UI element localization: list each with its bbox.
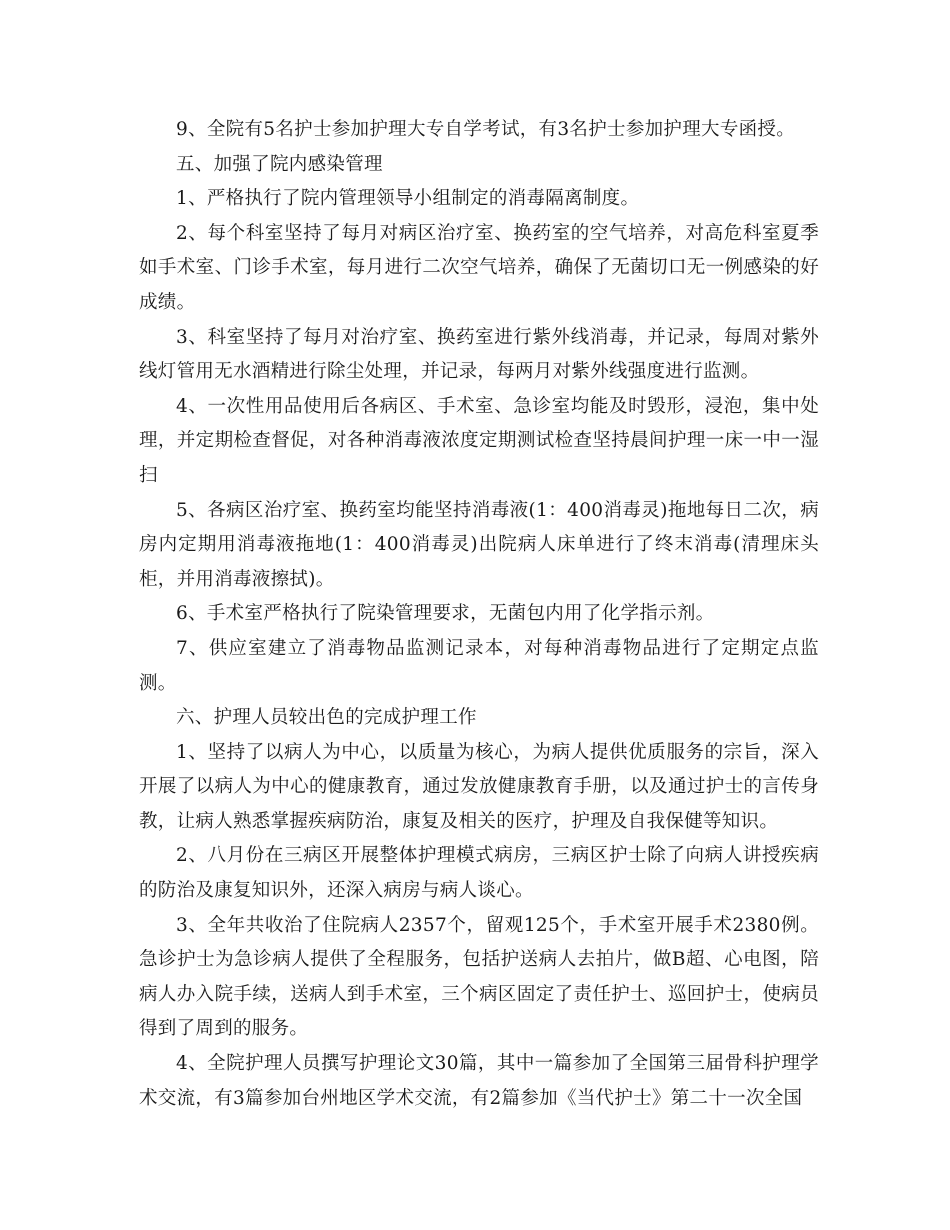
paragraph: 9、全院有5名护士参加护理大专自学考试，有3名护士参加护理大专函授。 <box>176 119 796 140</box>
paragraph: 3、科室坚持了每月对治疗室、换药室进行紫外线消毒，并记录，每周对紫外线灯管用无水酒精进行除尘处理，并记录，每两月对紫外线强度进行监测。 <box>139 326 819 383</box>
paragraph: 6、手术室严格执行了院染管理要求，无菌包内用了化学指示剂。 <box>176 603 715 625</box>
paragraph: 1、严格执行了院内管理领导小组制定的消毒隔离制度。 <box>176 188 640 210</box>
paragraph: 4、全院护理人员撰写护理论文30篇，其中一篇参加了全国第三届骨科护理学术交流，有3篇参加台州地区学术交流，有2篇参加《当代护士》第二十一次全国 <box>139 1053 819 1109</box>
section-heading: 六、护理人员较出色的完成护理工作 <box>176 707 477 729</box>
paragraph: 2、每个科室坚持了每月对病区治疗室、换药室的空气培养，对高危科室夏季如手术室、门诊手术室，每月进行二次空气培养，确保了无菌切口无一例感染的好成绩。 <box>139 222 819 313</box>
paragraph: 2、八月份在三病区开展整体护理模式病房，三病区护士除了向病人讲授疾病的防治及康复知识外，还深入病房与病人谈心。 <box>139 845 819 902</box>
paragraph: 5、各病区治疗室、换药室均能坚持消毒液(1：400消毒灵)拖地每日二次，病房内定期用消毒液拖地(1：400消毒灵)出院病人床单进行了终末消毒(清理床头柜，并用消毒液擦拭)。 <box>139 499 819 590</box>
paragraph: 4、一次性用品使用后各病区、手术室、急诊室均能及时毁形，浸泡，集中处理，并定期检查督促，对各种消毒液浓度定期测试检查坚持晨间护理一床一中一湿扫 <box>139 395 819 486</box>
document-body <box>139 113 819 1116</box>
paragraph: 7、供应室建立了消毒物品监测记录本，对每种消毒物品进行了定期定点监测。 <box>139 637 819 694</box>
paragraph: 1、坚持了以病人为中心，以质量为核心，为病人提供优质服务的宗旨，深入开展了以病人为中心的健康教育，通过发放健康教育手册，以及通过护士的言传身教，让病人熟悉掌握疾病防治，康复及相关的医疗，护理及自我保健等知识。 <box>139 741 819 832</box>
paragraph: 3、全年共收治了住院病人2357个，留观125个，手术室开展手术2380例。急诊护士为急诊病人提供了全程服务，包括护送病人去拍片，做B超、心电图，陪病人办入院手续，送病人到手术室，三个病区固定了责任护士、巡回护士，使病员得到了周到的服务。 <box>139 914 819 1040</box>
section-heading: 五、加强了院内感染管理 <box>176 153 383 175</box>
